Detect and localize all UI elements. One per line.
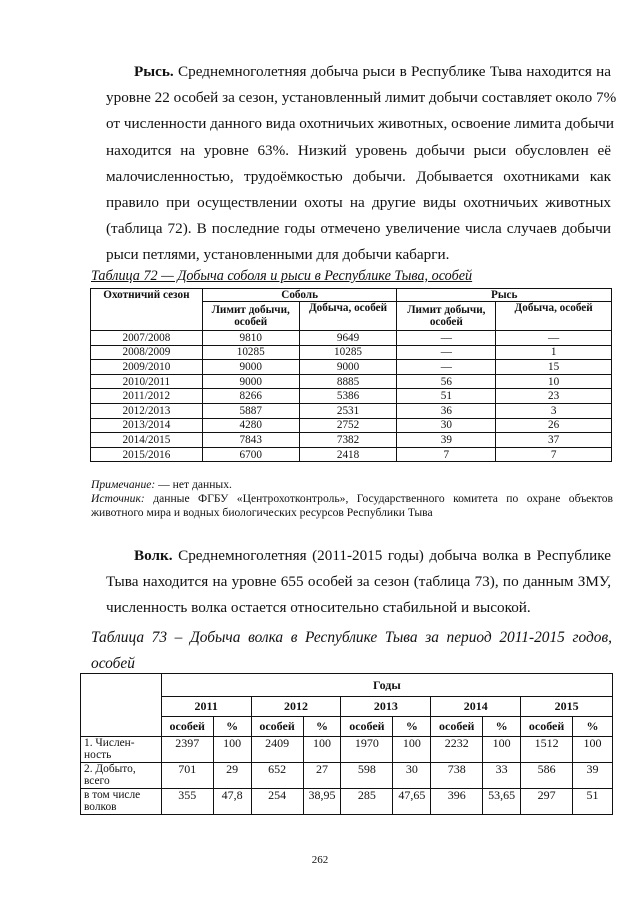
table73-unit-pct: % [393, 717, 431, 737]
table72-row [91, 345, 612, 360]
wolf-line: численность волка остается относительно стабильной и высокой. [106, 599, 531, 617]
table73-cell: 1970 [341, 737, 393, 763]
table72-row [91, 331, 612, 346]
table73-cell: 47,8 [213, 789, 251, 815]
table73-unit-count: особей [161, 717, 213, 737]
table72 [90, 288, 612, 462]
table72-cell: 3 [496, 403, 612, 418]
table73-row [81, 737, 613, 763]
table72-cell: 2007/2008 [91, 331, 203, 346]
table73-cell: 396 [431, 789, 483, 815]
table73-cell: 51 [573, 789, 613, 815]
table72-cell: 2531 [299, 403, 397, 418]
table73-year-header: 2013 [341, 697, 431, 717]
table73-cell: 2409 [251, 737, 303, 763]
table73-cell: 38,95 [303, 789, 341, 815]
table72-cell: 2010/2011 [91, 374, 203, 389]
table72-cell: 7 [397, 447, 496, 462]
table72-cell: — [397, 360, 496, 375]
table72-body [91, 331, 612, 462]
table72-cell: 56 [397, 374, 496, 389]
table72-cell: 9810 [202, 331, 299, 346]
table72-row [91, 389, 612, 404]
table72-cell: 2009/2010 [91, 360, 203, 375]
table73 [80, 673, 613, 815]
table73-cell: 2397 [161, 737, 213, 763]
table73-unit-count: особей [431, 717, 483, 737]
lynx-line: правило при осуществлении охоты на другие виды охотничьих животных [106, 194, 611, 212]
table73-unit-pct: % [483, 717, 521, 737]
table72-cell: 10 [496, 374, 612, 389]
table73-year-header: 2014 [431, 697, 521, 717]
wolf-paragraph [106, 543, 611, 622]
table73-unit-pct: % [303, 717, 341, 737]
table73-cell: 738 [431, 763, 483, 789]
table72-row [91, 447, 612, 462]
table72-row [91, 360, 612, 375]
table72-cell: 9000 [202, 374, 299, 389]
table73-cell: 47,65 [393, 789, 431, 815]
note-label: Примечание: [91, 478, 156, 491]
table72-cell: 10285 [202, 345, 299, 360]
table72-cell: 2014/2015 [91, 433, 203, 448]
table72-cell: 10285 [299, 345, 397, 360]
table72-cell: 7 [496, 447, 612, 462]
table72-cell: 2418 [299, 447, 397, 462]
table72-header-season: Охотничий сезон [91, 289, 203, 331]
table73-cell: 701 [161, 763, 213, 789]
table73-cell: 254 [251, 789, 303, 815]
table73-row [81, 789, 613, 815]
table73-cell: 30 [393, 763, 431, 789]
table73-row-label: 2. Добыто, всего [81, 763, 162, 789]
table73-year-header: 2012 [251, 697, 341, 717]
table72-row [91, 374, 612, 389]
table72-cell: — [397, 331, 496, 346]
source-text: данные ФГБУ «Центрохотконтроль», Государственного комитета по охране объектов животного мира и водных биологических ресурсов Республики Тыва [91, 492, 613, 519]
table72-header-lynx-catch: Добыча, особей [496, 302, 612, 331]
table72-cell: 9000 [299, 360, 397, 375]
lynx-line: уровне 22 особей за сезон, установленный лимит добычи составляет около 7% [106, 89, 617, 107]
lynx-line: от численности данного вида охотничьих животных, освоение лимита добычи [106, 115, 615, 133]
table72-cell: 30 [397, 418, 496, 433]
lynx-line: (таблица 72). В последние годы отмечено увеличение числа случаев добычи [106, 220, 611, 238]
table73-row [81, 763, 613, 789]
table72-cell: 2011/2012 [91, 389, 203, 404]
table72-row [91, 403, 612, 418]
table73-cell: 53,65 [483, 789, 521, 815]
table73-cell: 100 [303, 737, 341, 763]
table73-cell: 33 [483, 763, 521, 789]
table73-header-years: Годы [161, 674, 612, 697]
table73-row-label: в том числе волков [81, 789, 162, 815]
table73-unit-count: особей [251, 717, 303, 737]
table73-cell: 652 [251, 763, 303, 789]
table72-cell: 2752 [299, 418, 397, 433]
table73-year-header: 2011 [161, 697, 251, 717]
table72-cell: 39 [397, 433, 496, 448]
wolf-lead: Волк. [134, 547, 173, 564]
lynx-line: находится на уровне 63%. Низкий уровень добычи рыси обусловлен её [106, 141, 611, 159]
table73-cell: 598 [341, 763, 393, 789]
lynx-lead: Рысь. [134, 63, 174, 80]
table73-unit-count: особей [521, 717, 573, 737]
table73-year-header: 2015 [521, 697, 613, 717]
table72-cell: 8885 [299, 374, 397, 389]
table72-cell: — [397, 345, 496, 360]
table72-cell: 7843 [202, 433, 299, 448]
table73-row-label: 1. Числен-ность [81, 737, 162, 763]
table73-cell: 297 [521, 789, 573, 815]
table72-cell: 2013/2014 [91, 418, 203, 433]
table73-cell: 355 [161, 789, 213, 815]
table72-cell: — [496, 331, 612, 346]
table73-body [81, 737, 613, 815]
table72-caption: Таблица 72 — Добыча соболя и рыси в Республике Тыва, особей [91, 268, 473, 284]
table73-cell: 100 [573, 737, 613, 763]
table72-cell: 2008/2009 [91, 345, 203, 360]
table72-cell: 1 [496, 345, 612, 360]
table72-cell: 5887 [202, 403, 299, 418]
table72-cell: 2015/2016 [91, 447, 203, 462]
lynx-line: Среднемноголетняя добыча рыси в Республике Тыва находится на [173, 63, 611, 80]
table73-unit-pct: % [213, 717, 251, 737]
table72-cell: 23 [496, 389, 612, 404]
lynx-paragraph [106, 59, 617, 269]
table73-caption [91, 625, 612, 677]
table73-caption-line2: особей [91, 655, 135, 672]
table72-header-sable-catch: Добыча, особей [299, 302, 397, 331]
table72-cell: 5386 [299, 389, 397, 404]
table73-cell: 285 [341, 789, 393, 815]
table72-row [91, 433, 612, 448]
table73-caption-line1: Таблица 73 – Добыча волка в Республике Тыва за период 2011-2015 годов, [91, 629, 612, 646]
table73-cell: 1512 [521, 737, 573, 763]
table72-note [91, 478, 613, 492]
table72-cell: 6700 [202, 447, 299, 462]
table73-unit-count: особей [341, 717, 393, 737]
wolf-line: Тыва находится на уровне 655 особей за сезон (таблица 73), по данным ЗМУ, [106, 573, 611, 591]
source-label: Источник: [91, 492, 145, 505]
table73-cell: 100 [213, 737, 251, 763]
table73-unit-pct: % [573, 717, 613, 737]
wolf-line: Среднемноголетняя (2011-2015 годы) добыча волка в Республике [172, 547, 611, 564]
table72-header-lynx: Рысь [397, 289, 612, 302]
table72-cell: 2012/2013 [91, 403, 203, 418]
table72-source [91, 492, 613, 520]
table72-cell: 51 [397, 389, 496, 404]
table72-row [91, 418, 612, 433]
page-number: 262 [311, 854, 329, 866]
table72-header-sable-limit: Лимит добычи, особей [202, 302, 299, 331]
table73-cell: 27 [303, 763, 341, 789]
table73-corner [81, 674, 162, 737]
table72-cell: 9000 [202, 360, 299, 375]
lynx-line: рыси петлями, установленными для добычи кабарги. [106, 246, 450, 264]
table73-cell: 586 [521, 763, 573, 789]
table73-cell: 100 [483, 737, 521, 763]
table73-cell: 39 [573, 763, 613, 789]
table72-cell: 15 [496, 360, 612, 375]
table72-cell: 9649 [299, 331, 397, 346]
table72-header-lynx-limit: Лимит добычи, особей [397, 302, 496, 331]
table73-cell: 29 [213, 763, 251, 789]
note-text: — нет данных. [155, 478, 232, 491]
table72-cell: 8266 [202, 389, 299, 404]
table72-header-sable: Соболь [202, 289, 397, 302]
table72-cell: 26 [496, 418, 612, 433]
table72-cell: 4280 [202, 418, 299, 433]
table72-cell: 37 [496, 433, 612, 448]
table72-cell: 7382 [299, 433, 397, 448]
table73-cell: 100 [393, 737, 431, 763]
lynx-line: малочисленностью, трудоёмкостью добычи. Добывается охотниками как [106, 167, 611, 185]
table73-cell: 2232 [431, 737, 483, 763]
table72-cell: 36 [397, 403, 496, 418]
